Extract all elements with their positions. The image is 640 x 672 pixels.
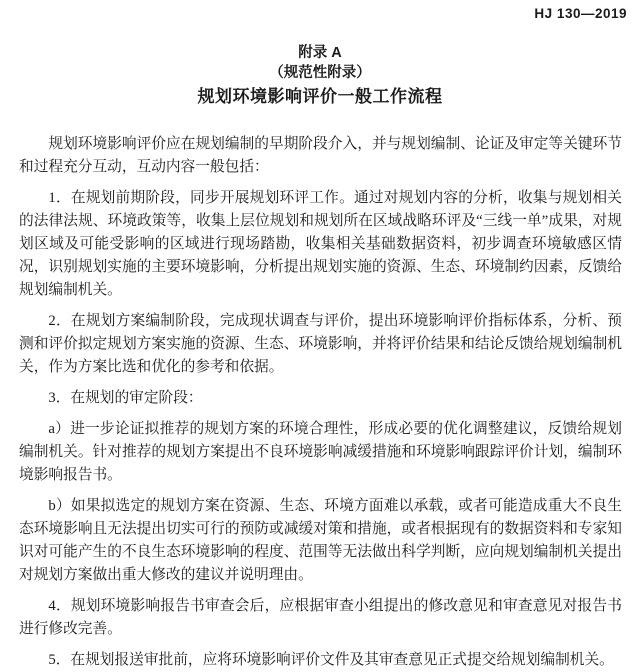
paragraph-item-2: 2．在规划方案编制阶段，完成现状调查与评价，提出环境影响评价指标体系，分析、预测和评价拟定规划方案实施的资源、生态、环境影响，并将评价结果和结论反馈给规划编制机关，作为方案比选和优化的参考和依据。 [19,313,622,375]
paragraph-item-5: 5．在规划报送审批前，应将环境影响评价文件及其审查意见正式提交给规划编制机关。 [48,652,614,668]
paragraph-item-3: 3．在规划的审定阶段： [48,390,203,406]
standard-number: HJ 130—2019 [534,6,627,21]
appendix-heading [0,43,640,109]
paragraph-item-4: 4．规划环境影响报告书审查会后，应根据审查小组提出的修改意见和审查意见对报告书进行修改完善。 [19,598,622,637]
paragraph-intro: 规划环境影响评价应在规划编制的早期阶段介入，并与规划编制、论证及审定等关键环节和过程充分互动，互动内容一般包括： [19,136,622,175]
appendix-type-label: （规范性附录） [269,65,371,81]
paragraph-item-1: 1．在规划前期阶段，同步开展规划环评工作。通过对规划内容的分析，收集与规划相关的法律法规、环境政策等，收集上层位规划和规划所在区域战略环评及“三线一单”成果，对规划区域及可能受影响的区域进行现场踏勘，收集相关基础数据资料，初步调查环境敏感区情况，识别规划实施的主要环境影响，分析提出规划实施的资源、生态、环境制约因素，反馈给规划编制机关。 [19,190,622,298]
document-body [19,133,622,672]
appendix-label: 附录 A [298,45,342,61]
paragraph-item-3a: a）进一步论证拟推荐的规划方案的环境合理性，形成必要的优化调整建议，反馈给规划编制机关。针对推荐的规划方案提出不良环境影响减缓措施和环境影响跟踪评价计划，编制环境影响报告书。 [19,421,622,483]
page-title: 规划环境影响评价一般工作流程 [197,87,443,106]
paragraph-item-3b: b）如果拟选定的规划方案在资源、生态、环境方面难以承载，或者可能造成重大不良生态环境影响且无法提出切实可行的预防或减缓对策和措施，或者根据现有的数据资料和专家知识对可能产生的不良生态环境影响的程度、范围等无法做出科学判断，应向规划编制机关提出对规划方案做出重大修改的建议并说明理由。 [19,498,622,583]
